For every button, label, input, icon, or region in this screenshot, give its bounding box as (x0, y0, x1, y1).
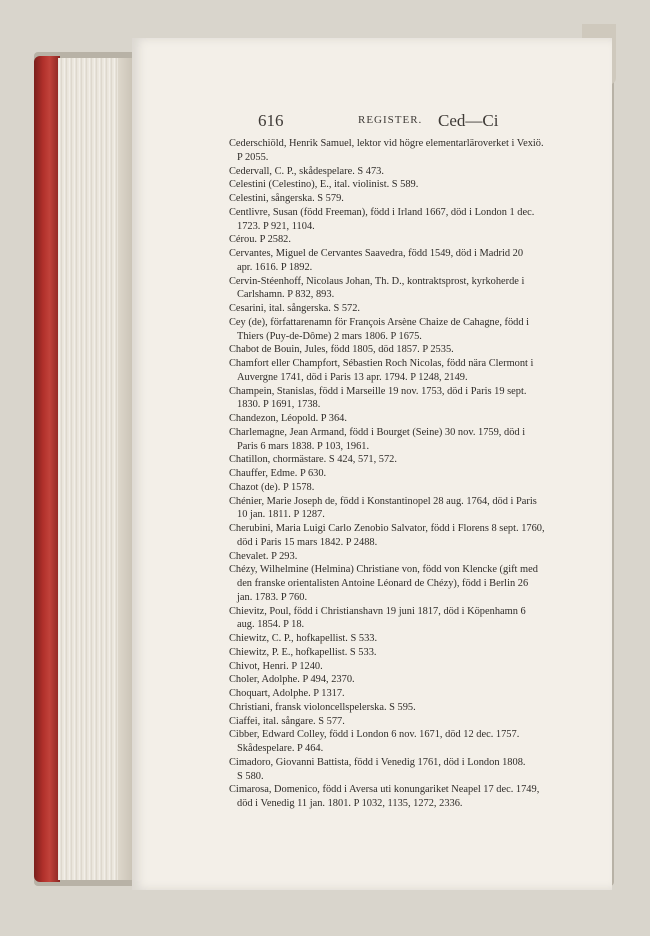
index-entry-continuation: Auvergne 1741, död i Paris 13 apr. 1794. P 1248, 2149. (237, 371, 468, 383)
index-entry: Celestini, sångerska. S 579. (229, 193, 344, 204)
index-entry: Choquart, Adolphe. P 1317. (229, 688, 345, 699)
index-entry: Champein, Stanislas, född i Marseille 19 nov. 1753, död i Paris 19 sept. (229, 385, 527, 397)
index-entry: Cérou. P 2582. (229, 234, 291, 246)
index-entry-continuation: Thiers (Puy-de-Dôme) 2 mars 1806. P 1675. (237, 330, 422, 342)
running-title: REGISTER. (358, 114, 423, 126)
index-entry: Cervantes, Miguel de Cervantes Saavedra, född 1549, död i Madrid 20 (229, 248, 524, 259)
index-entry: Choler, Adolphe. P 494, 2370. (229, 674, 355, 686)
index-entry-continuation: död i Paris 15 mars 1842. P 2488. (237, 536, 378, 548)
page-number: 616 (258, 111, 284, 130)
index-entry: Cimarosa, Domenico, född i Aversa uti konungariket Neapel 17 dec. 1749, (229, 784, 540, 796)
page-header (258, 111, 628, 133)
index-entry-continuation: aug. 1854. P 18. (237, 619, 305, 631)
index-entry: Charlemagne, Jean Armand, född i Bourget (Seine) 30 nov. 1759, död i (229, 426, 526, 438)
index-entry: Chiewitz, P. E., hofkapellist. S 533. (229, 646, 377, 658)
index-entry: Chivot, Henri. P 1240. (229, 660, 323, 672)
index-entry: Cedervall, C. P., skådespelare. S 473. (229, 165, 384, 177)
index-entry: Chiewitz, C. P., hofkapellist. S 533. (229, 633, 378, 644)
index-entry: Chauffer, Edme. P 630. (229, 468, 327, 479)
index-entry: Christiani, fransk violoncellspelerska. S 595. (229, 701, 416, 713)
index-entry: Celestini (Celestino), E., ital. violinist. S 589. (229, 179, 419, 191)
index-entry-continuation: jan. 1783. P 760. (237, 591, 308, 603)
index-entry: Chézy, Wilhelmine (Helmina) Christiane von, född von Klencke (gift med (229, 564, 538, 576)
index-entry: Chievitz, Poul, född i Christianshavn 19 juni 1817, död i Köpenhamn 6 (229, 605, 526, 617)
index-entry-continuation: P 2055. (237, 151, 269, 163)
index-entry-continuation: död i Venedig 11 jan. 1801. P 1032, 1135, 1272, 2336. (237, 798, 463, 809)
index-entry: Cey (de), författarenamn för François Arsène Chaize de Cahagne, född i (229, 316, 530, 328)
index-entries (229, 137, 626, 811)
index-entry: Chazot (de). P 1578. (229, 481, 315, 493)
index-entry-continuation: Carlshamn. P 832, 893. (237, 289, 335, 301)
index-entry: Chandezon, Léopold. P 364. (229, 413, 347, 424)
index-entry-continuation: 10 jan. 1811. P 1287. (237, 509, 325, 521)
index-entry: Centlivre, Susan (född Freeman), född i Irland 1667, död i London 1 dec. (229, 206, 535, 218)
index-entry-continuation: Skådespelare. P 464. (237, 743, 324, 754)
index-entry: Chamfort eller Champfort, Sébastien Roch Nicolas, född nära Clermont i (229, 358, 534, 369)
index-entry: Cesarini, ital. sångerska. S 572. (229, 303, 361, 314)
index-entry: Chabot de Bouin, Jules, född 1805, död 1857. P 2535. (229, 344, 454, 356)
book-spine-red-edge (34, 56, 60, 882)
index-entry: Chénier, Marie Joseph de, född i Konstantinopel 28 aug. 1764, död i Paris (229, 495, 537, 507)
index-entry-continuation: 1830. P 1691, 1738. (237, 399, 321, 411)
index-entry: Cervin-Stéenhoff, Nicolaus Johan, Th. D., kontraktsprost, kyrkoherde i (229, 275, 525, 287)
index-entry-continuation: S 580. (237, 770, 264, 782)
index-entry: Chatillon, chormästare. S 424, 571, 572. (229, 454, 397, 466)
index-entry: Cimadoro, Giovanni Battista, född i Venedig 1761, död i London 1808. (229, 756, 526, 768)
index-entry-continuation: Paris 6 mars 1838. P 103, 1961. (237, 440, 370, 452)
index-entry: Cibber, Edward Colley, född i London 6 nov. 1671, död 12 dec. 1757. (229, 729, 520, 741)
index-entry-continuation: apr. 1616. P 1892. (237, 261, 313, 273)
index-entry: Cederschiöld, Henrik Samuel, lektor vid högre elementarläroverket i Vexiö. (229, 138, 544, 149)
index-entry-continuation: den franske orientalisten Antoine Léonard de Chézy), född i Berlin 26 (237, 578, 529, 589)
index-entry: Chevalet. P 293. (229, 550, 298, 562)
index-entry: Cherubini, Maria Luigi Carlo Zenobio Salvator, född i Florens 8 sept. 1760, (229, 523, 545, 534)
index-range: Ced—Ci (438, 111, 499, 130)
index-entry: Ciaffei, ital. sångare. S 577. (229, 715, 345, 727)
index-entry-continuation: 1723. P 921, 1104. (237, 220, 315, 232)
